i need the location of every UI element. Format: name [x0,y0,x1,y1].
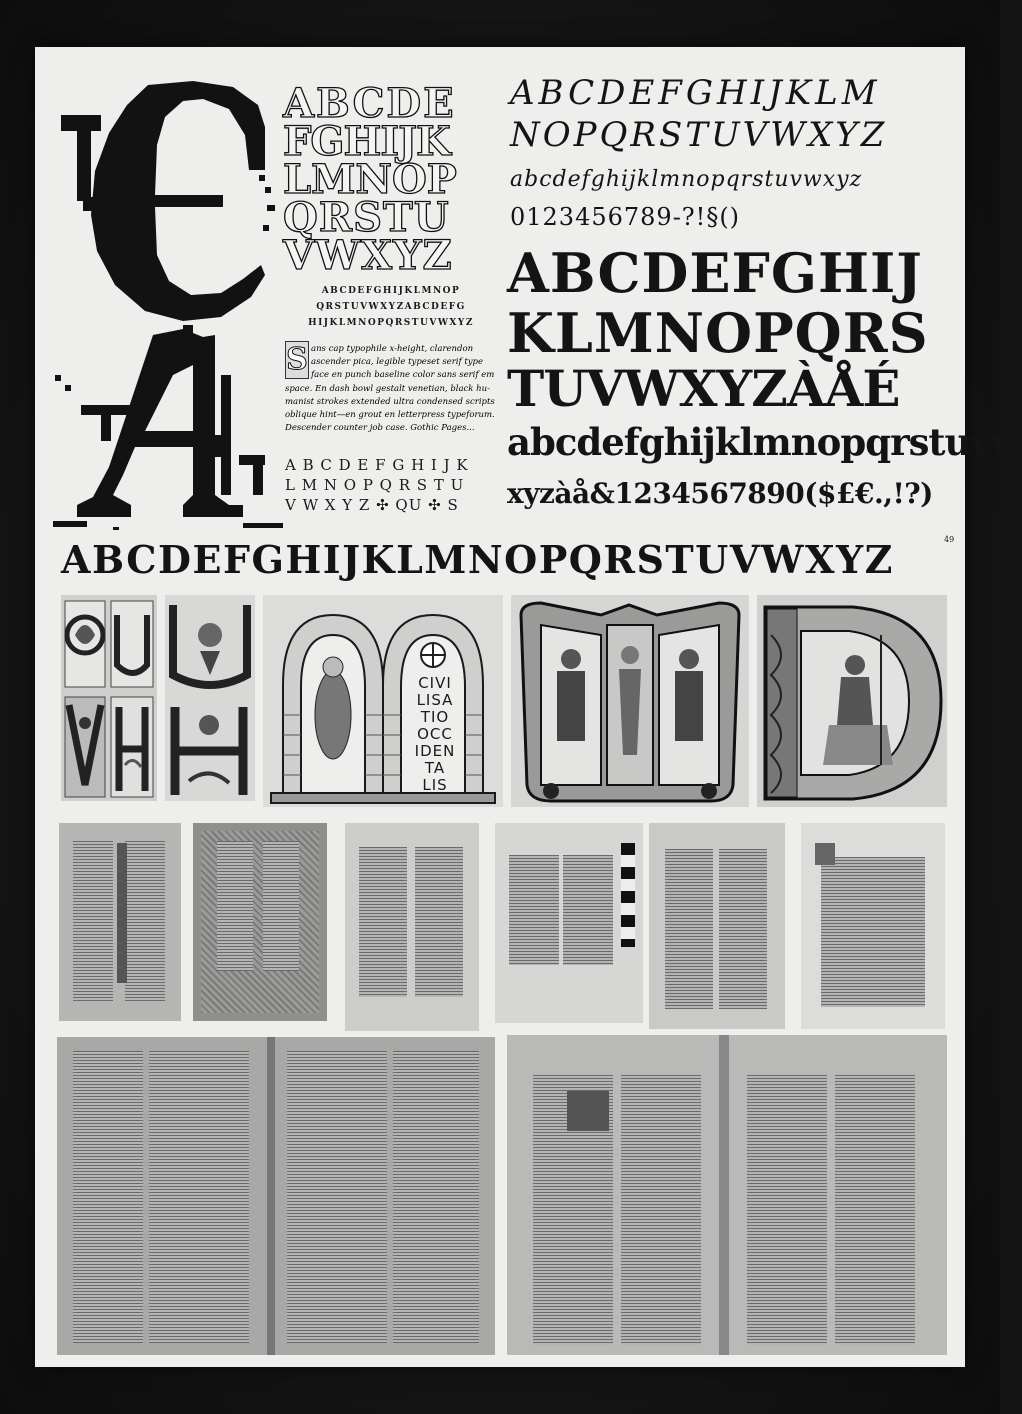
paragraph-dropcap: S [286,342,308,377]
small-alphabet-line-1: ABCDEFGHIJKLMNOP [321,286,461,296]
spaced-alphabet-line-1: A B C D E F G H I J K [285,456,469,474]
outline-line-3: LMNOP [283,156,457,203]
paragraph-line-2: ascender pica, legible typeset serif type [311,357,484,368]
paragraph-line-6: oblique hint—en grout en letterpress typeforum. [285,410,495,421]
display-line-1: ABCDEFGHIJ [507,241,923,305]
small-alphabet-block [285,283,497,331]
outline-alphabet-block [283,80,495,279]
small-alphabet-line-2: QRSTUVWXYZABCDEFG [316,302,466,312]
text-specimen-paragraph [285,343,497,435]
small-alphabet-line-3: HIJKLMNOPQRSTUVWXYZ [308,318,474,328]
open-book-2 [507,1035,947,1355]
illuminated-panel-d [757,595,947,807]
inscription-line-1: CIVI [418,674,452,692]
illuminated-initials-u-h-icon [165,595,255,801]
inscription-line-4: OCC [417,725,453,743]
illuminated-panel-1 [61,595,157,801]
inscription-line-7: LIS [422,776,448,794]
right-alphabet-uppercase-2: NOPQRSTUVWXYZ [510,115,888,155]
paragraph-line-1: ans cap typophile x-height, clarendon [311,344,474,354]
manuscript-page-2 [193,823,327,1021]
display-line-2: KLMNOPQRS [507,301,929,365]
paragraph-line-5: manist strokes extended ultra condensed scripts [285,396,495,407]
outline-line-2: FGHIJK [283,118,450,165]
display-line-5: xyzàå&1234567890($£€.,!?) [507,477,933,510]
open-book-1 [57,1037,495,1355]
paragraph-line-4: space. En dash bowl gestalt venetian, black hu- [285,383,490,394]
spaced-alphabet-line-3: V W X Y Z ✣ QU ✣ S [285,496,459,514]
arched-m-initial-icon [263,595,503,807]
manuscript-page-1 [59,823,181,1021]
inscription-line-2: LISA [416,691,454,709]
illuminated-panel-m-warriors [511,595,749,807]
inscription-line-5: IDEN [414,742,456,760]
page-number: 49 [944,535,955,544]
warriors-m-initial-icon [511,595,749,807]
illuminated-initials-o-v-icon [61,595,157,801]
paragraph-line-7: Descender counter job case. Gothic Pages... [285,423,475,434]
display-line-3: TUVWXYZÀÅÉ [507,359,900,418]
right-alphabet-lowercase: abcdefghijklmnopqrstuvwxyz [510,167,863,192]
spaced-alphabet-line-2: L M N O P Q R S T U [285,476,465,494]
inscription-line-3: TIO [420,708,450,726]
right-alphabet-figures: 0123456789-?!§() [510,203,741,231]
manuscript-page-5 [649,823,785,1029]
full-alphabet-band: ABCDEFGHIJKLMNOPQRSTUVWXYZ [61,537,894,582]
manuscript-page-3 [345,823,479,1031]
manuscript-page-4 [495,823,643,1023]
illuminated-panel-m-arches [263,595,503,807]
illuminated-panel-2 [165,595,255,801]
manuscript-page-6 [801,823,945,1029]
outline-line-1: ABCDE [283,80,456,127]
poster-sheet [35,47,1022,1367]
right-alphabet-uppercase-1: ABCDEFGHIJKLM [510,73,881,113]
knight-d-initial-icon [757,595,947,807]
outline-line-4: QRSTU [283,194,450,241]
display-line-4: abcdefghijklmnopqrstuvw [507,420,1022,464]
arch-inscription [409,675,461,794]
pixel-initial-ea-icon [53,75,283,530]
spaced-alphabet-block [285,455,497,515]
inscription-line-6: TA [424,759,446,777]
paragraph-line-3: face en punch baseline color sans serif em [311,370,495,381]
outline-line-5: VWXYZ [283,232,453,279]
